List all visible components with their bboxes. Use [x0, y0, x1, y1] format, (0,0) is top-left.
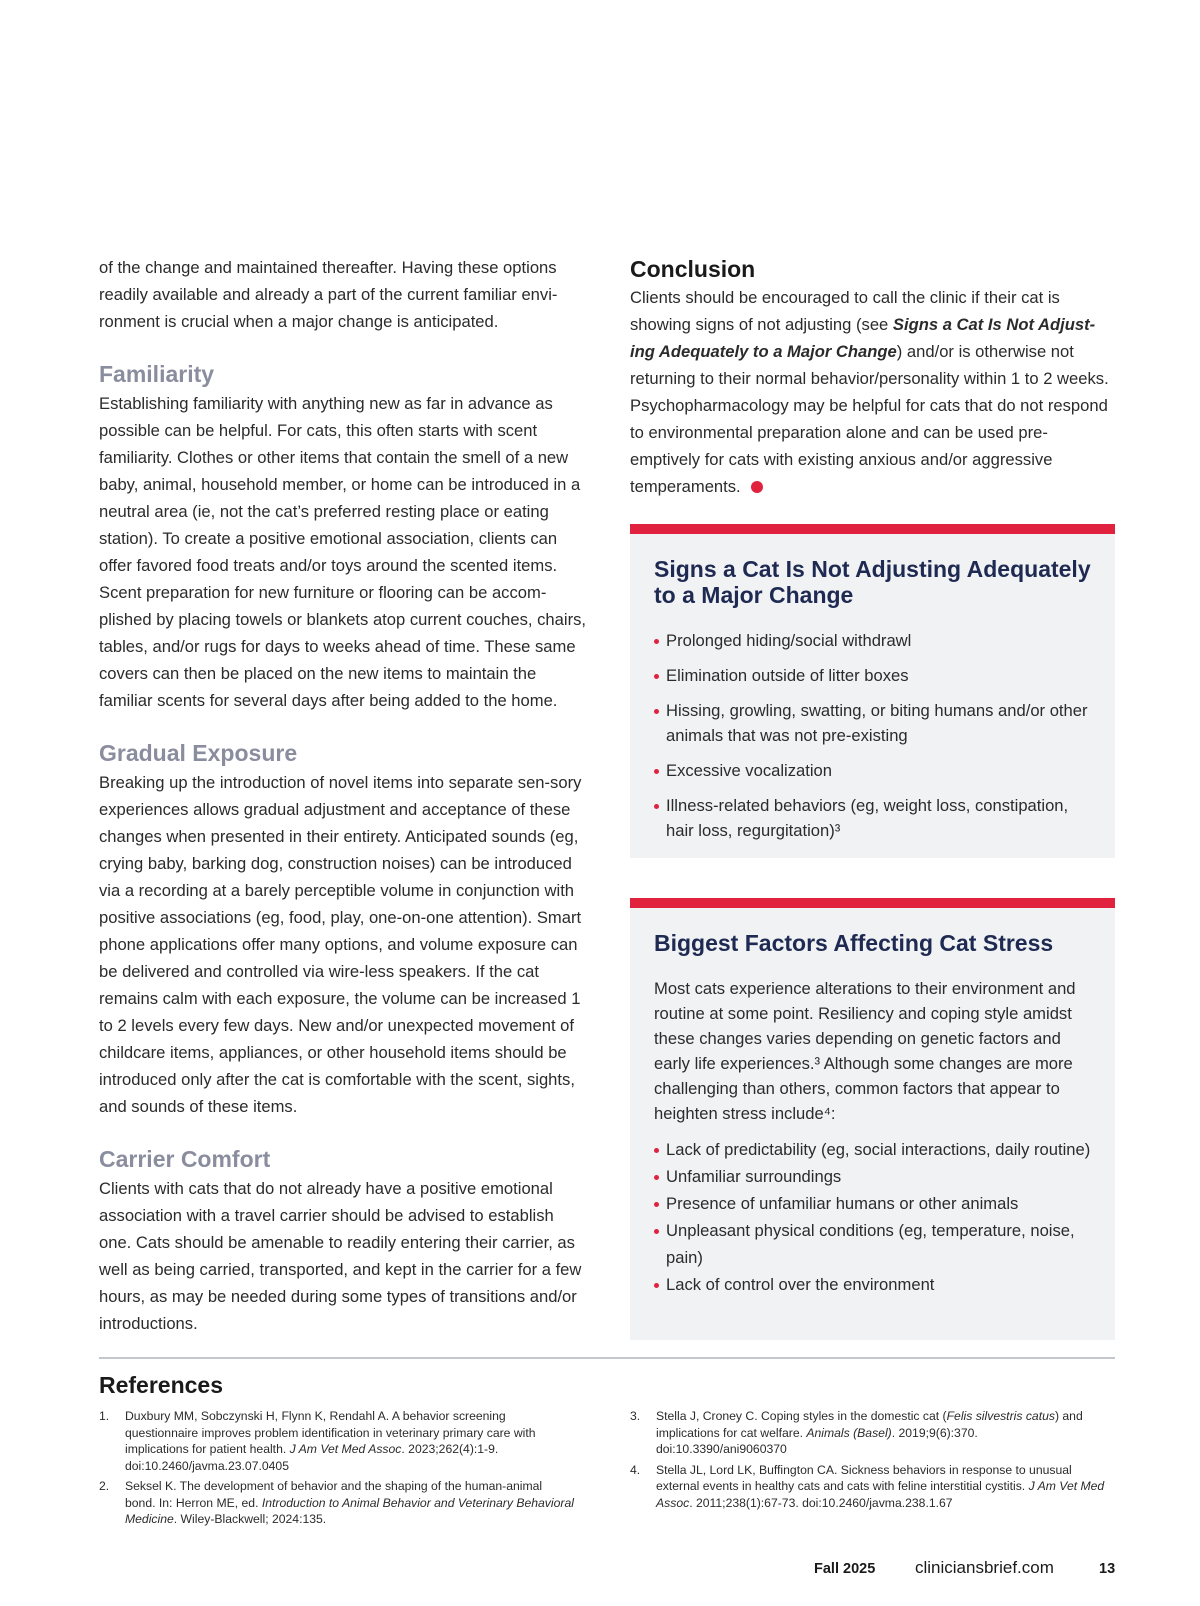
list-item: Prolonged hiding/social withdrawl: [654, 628, 1091, 653]
familiarity-paragraph: Establishing familiarity with anything new as far in advance as possible can be helpful. For cats, this often starts with scent familiarity. Clothes or other items that contain the smell of a new baby, animal, household member, or home can be introduced in a neutral area (ie, not the cat’s preferred resting place or eating station). To create a positive emotional association, clients can offer favored food treats and/or toys around the scented items. Scent preparation for new furniture or flooring can be accom-plished by placing towels or blankets atop current couches, chairs, tables, and/or rugs for days to weeks ahead of time. These same covers can then be placed on the new items to maintain the familiar scents for several days after being added to the home.: [99, 394, 587, 710]
list-item: Illness-related behaviors (eg, weight loss, constipation, hair loss, regurgitation)³: [654, 793, 1091, 843]
list-item: Unfamiliar surroundings: [654, 1163, 1091, 1190]
references-divider: [99, 1357, 1115, 1359]
footer-issue: Fall 2025: [814, 1561, 876, 1577]
conclusion-paragraph: [630, 284, 1115, 500]
list-item: Presence of unfamiliar humans or other animals: [654, 1190, 1091, 1217]
gradual-exposure-heading: Gradual Exposure: [99, 740, 298, 766]
reference-citation: . Wiley-Blackwell; 2024:135.: [173, 1512, 327, 1526]
footer-page-number: 13: [1099, 1561, 1116, 1577]
footer-website-link[interactable]: cliniciansbrief.com: [915, 1558, 1054, 1577]
factors-list: [654, 1136, 1091, 1298]
signs-box-title: Signs a Cat Is Not Adjusting Adequately to a Major Change: [654, 556, 1091, 608]
reference-number: 3.: [630, 1409, 641, 1423]
reference-number: 4.: [630, 1462, 641, 1477]
conclusion-heading: Conclusion: [630, 256, 756, 282]
references-list-left: [99, 1408, 574, 1532]
reference-item: [99, 1478, 574, 1528]
list-item: Hissing, growling, swatting, or biting humans and/or other animals that was not pre-existing: [654, 698, 1091, 748]
gradual-exposure-paragraph: Breaking up the introduction of novel items into separate sen-sory experiences allows gradual adjustment and acceptance of these changes when presented in their entirety. Anticipated sounds (eg, crying baby, barking dog, construction noises) can be introduced via a recording at a barely perceptible volume in conjunction with positive associations (eg, food, play, one-on-one attention). Smart phone applications offer many options, and volume exposure can be delivered and controlled via wire-less speakers. If the cat remains calm with each exposure, the volume can be increased 1 to 2 levels every few days. New and/or unexpected movement of childcare items, appliances, or other household items should be introduced only after the cat is comfortable with the scent, sights, and sounds of these items.: [99, 773, 582, 1116]
conclusion-section: [630, 254, 1115, 500]
reference-number: 2.: [99, 1479, 110, 1493]
reference-item: [630, 1408, 1105, 1458]
reference-item: [99, 1408, 574, 1474]
reference-species-name: Felis silvestris catus: [946, 1409, 1055, 1423]
references-list-right: [630, 1408, 1105, 1515]
list-item: Elimination outside of litter boxes: [654, 663, 1091, 688]
familiarity-heading: Familiarity: [99, 361, 215, 387]
factors-box-intro: Most cats experience alterations to their environment and routine at some point. Resiliency and coping style amidst these changes varies depending on genetic factors and early life experiences.³ Although some changes are more challenging than others, common factors that appear to heighten stress include⁴:: [654, 979, 1076, 1123]
reference-citation: . 2011;238(1):67-73. doi:10.2460/javma.238.1.67: [689, 1495, 953, 1510]
factors-box-title: Biggest Factors Affecting Cat Stress: [654, 930, 1054, 956]
carrier-comfort-paragraph: Clients with cats that do not already have a positive emotional association with a travel carrier should be advised to establish one. Cats should be amenable to readily entering their carrier, as well as being carried, transported, and kept in the carrier for a few hours, as may be needed during some types of transitions and/or introductions.: [99, 1179, 582, 1333]
reference-item: [630, 1462, 1105, 1512]
reference-text: Stella J, Croney C. Coping styles in the domestic cat (: [656, 1409, 947, 1423]
reference-citation: . 2019;9(6):370. doi:10.3390/ani9060370: [656, 1425, 978, 1456]
end-of-article-dot-icon: [751, 481, 763, 493]
reference-citation: . 2023;262(4):1-9. doi:10.2460/javma.23.07.0405: [125, 1442, 499, 1473]
reference-journal: Animals (Basel): [806, 1425, 892, 1440]
list-item: Lack of control over the environment: [654, 1271, 1091, 1298]
reference-journal: J Am Vet Med Assoc: [656, 1479, 1105, 1510]
reference-book-title: Introduction to Animal Behavior and Veterinary Behavioral Medicine: [125, 1495, 574, 1526]
conclusion-text-after: ) and/or is otherwise not returning to their normal behavior/personality within 1 to 2 weeks. Psychopharmacology may be helpful for cats that do not respond to environmental preparation alone and can be used pre-emptively for cats with existing anxious and/or aggressive temperaments.: [630, 342, 1109, 496]
reference-journal: J Am Vet Med Assoc: [289, 1442, 402, 1456]
stress-factors-sidebar-box: [630, 898, 1115, 1340]
reference-number: 1.: [99, 1409, 110, 1423]
reference-text: Stella JL, Lord LK, Buffington CA. Sickness behaviors in response to unusual external events in healthy cats and cats with feline interstitial cystitis.: [656, 1462, 1072, 1493]
reference-text: Duxbury MM, Sobczynski H, Flynn K, Rendahl A. A behavior screening questionnaire improves problem identification in veterinary primary care with implications for patient health.: [125, 1409, 536, 1456]
list-item: Lack of predictability (eg, social interactions, daily routine): [654, 1136, 1091, 1163]
signs-list: [654, 628, 1091, 843]
signs-sidebar-box: [630, 524, 1115, 858]
conclusion-text-before: Clients should be encouraged to call the clinic if their cat is showing signs of not adjusting (see: [630, 288, 1060, 334]
list-item: Excessive vocalization: [654, 758, 1091, 783]
references-heading: References: [99, 1372, 224, 1398]
list-item: Unpleasant physical conditions (eg, temperature, noise, pain): [654, 1217, 1091, 1271]
reference-text: ) and implications for cat welfare.: [656, 1409, 1083, 1440]
carrier-comfort-heading: Carrier Comfort: [99, 1146, 271, 1172]
conclusion-sidebar-reference: Signs a Cat Is Not Adjust-ing Adequately to a Major Change: [630, 315, 1096, 361]
left-column: [99, 254, 587, 1337]
intro-paragraph: of the change and maintained thereafter. Having these options readily available and already a part of the current familiar envi-ronment is crucial when a major change is anticipated.: [99, 258, 558, 331]
reference-text: Seksel K. The development of behavior and the shaping of the human-animal bond. In: Herron ME, ed.: [125, 1479, 543, 1510]
